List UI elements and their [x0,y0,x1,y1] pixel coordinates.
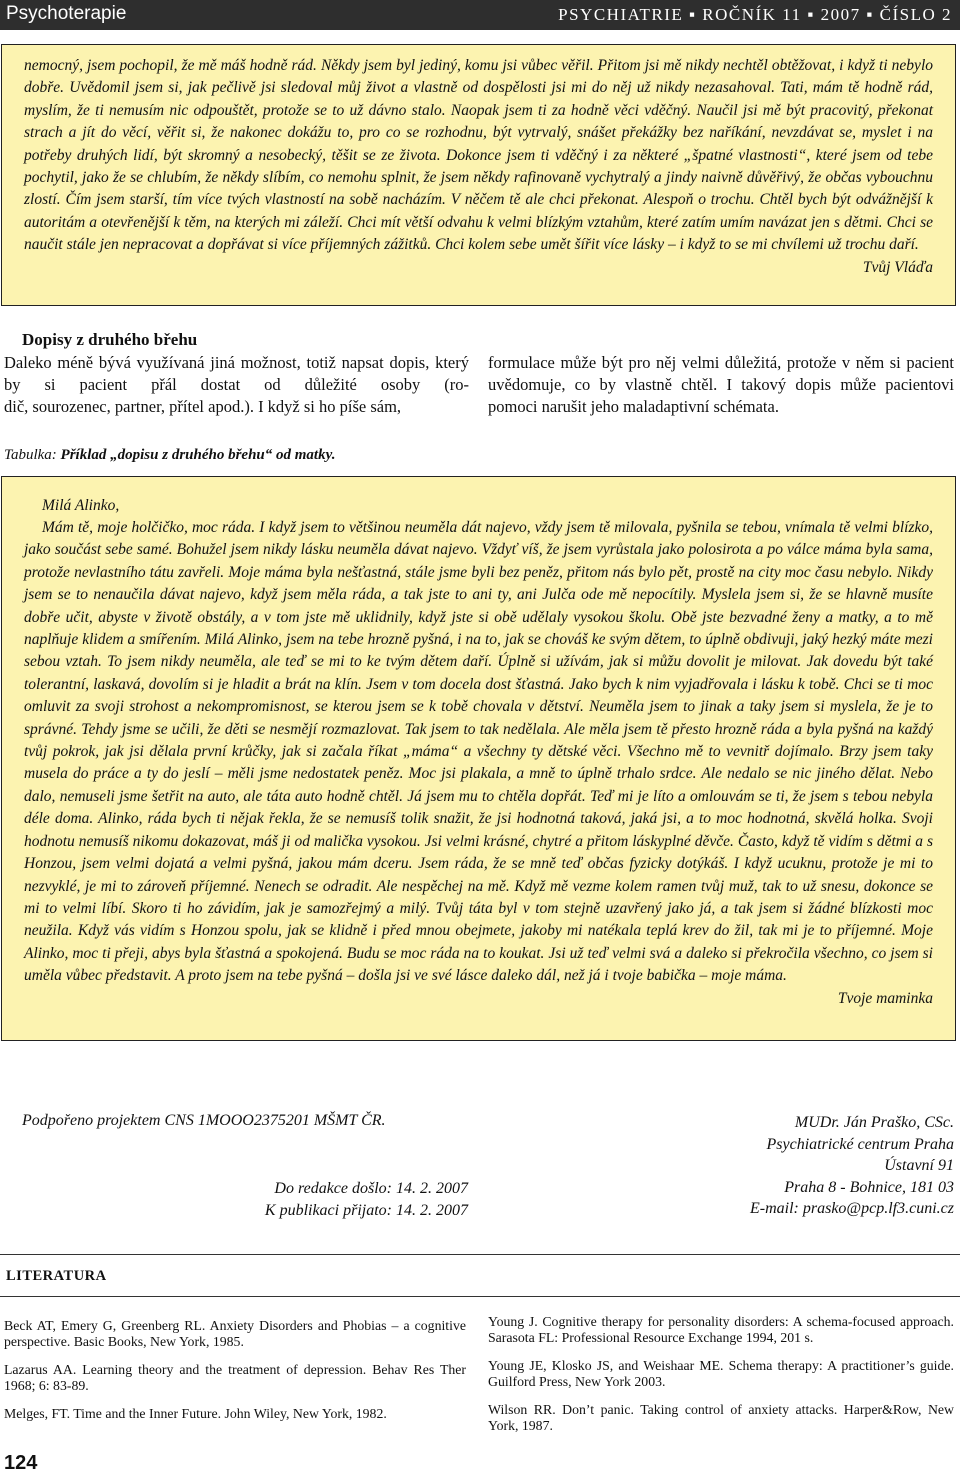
journal-section-label: Psychoterapie [6,3,127,24]
table-caption-prefix: Tabulka: [4,447,61,463]
dates-block [265,1178,468,1221]
letter-father-signature: Tvůj Vláďa [862,258,933,276]
reference-item: Young J. Cognitive therapy for personality disorders: A schema-focused approach. Sarasota FL: Professional Resource Exchange 1994, 201 s. [488,1314,954,1345]
author-name: MUDr. Ján Praško, CSc. [794,1114,954,1131]
author-institution: Psychiatrické centrum Praha [766,1135,954,1153]
reference-item: Lazarus AA. Learning theory and the treatment of depression. Behav Res Ther 1968; 6: 83-89. [4,1362,466,1393]
support-note: Podpořeno projektem CNS 1MOOO2375201 MŠMT ČR. [22,1112,386,1129]
reference-item: Melges, FT. Time and the Inner Future. John Wiley, New York, 1982. [4,1406,387,1421]
references-right [488,1314,954,1446]
divider-bottom [0,1296,960,1297]
author-street: Ústavní 91 [884,1157,954,1174]
page-number: 124 [4,1452,38,1474]
reference-item: Wilson RR. Don’t panic. Taking control of anxiety attacks. Harper&Row, New York, 1987. [488,1402,954,1433]
reference-item: Beck AT, Emery G, Greenberg RL. Anxiety Disorders and Phobias – a cognitive perspective. Basic Books, New York, 1985. [4,1318,466,1349]
accepted-date: K publikaci přijato: 14. 2. 2007 [264,1201,468,1219]
section-heading: Dopisy z druhého břehu [22,330,198,349]
section-text-left-1: Daleko méně bývá využívaná jiná možnost, totiž napsat dopis, který by si pacient přál dostat od důležité osoby (ro- [4,353,469,394]
reference-item: Young JE, Klosko JS, and Weishaar ME. Schema therapy: A practitioner’s guide. Guilford Press, New York 2003. [488,1358,954,1389]
section-text-right: formulace může být pro něj velmi důležitá, protože v něm si pacient uvědomuje, co by vlastně chtěl. I takový dopis může pacientovi pomoci narušit jeho maladaptivní schémata. [488,353,954,416]
section-text-left-2: dič, sourozenec, partner, přítel apod.). I když si ho píše sám, [4,397,402,416]
author-address [750,1112,954,1220]
author-city: Praha 8 - Bohnice, 181 03 [784,1178,954,1196]
letter-mother-greeting: Milá Alinko, [42,497,120,514]
literature-heading: LITERATURA [6,1268,107,1284]
letter-mother-text: Mám tě, moje holčičko, moc ráda. I když jsem to většinou neuměla dát najevo, vždy jsem tě milovala, pyšnila se tebou, vnímala tě velmi blízko, jako součást sebe samé. Bohužel jsem nikdy lásku neuměla dávat najevo. Vždyť víš, že jsem vyrůstala jako polosirota a po válce máma byla sama, protože nevlastního tátu zavřeli. Moje máma byla nešťastná, stále jsme byli bez peněz, přitom nás bylo pět, prostě na city moc času nebylo. Nikdy jsem se to nenaučila dávat najevo, když jsem měla ráda, a tak jste to ani ty, ani Julča ode mě nepocítily. Myslela jsem si, že se hlavně musíte dobře učit, abyste v životě obstály, a v tom jste mě uklidnily, když jste si obě udělaly vysokou školu. Obě jste bezvadné ženy a matky, a to mě naplňuje klidem a smířením. Milá Alinko, jsem na tebe hrozně pyšná, i na to, jak se chováš ke svým dětem, to úplně obdivuji, jaký hezký máte mezi sebou vztah. To jsem nikdy neuměla, ale teď se mi to ke tvým dětem daří. Úplně si užívám, jak si můžu dovolit je milovat. Jak dovedu být také tolerantní, laskavá, dovolím si je hladit a brát na klín. Jsem v tom docela dost šťastná. Jako bych k nim vyjadřovala i lásku k tobě. Chci se ti moc omluvit za svoji strohost a nekompromisnost, se kterou jsem se k tobě chovala v dětství. Neuměla jsem to jinak a taky jsem si myslela, že je to správné. Tehdy jsme se učili, že děti se nesmějí rozmazlovat. Tak jsem to tak nedělala. Ale měla jsem tě přesto hrozně ráda a byla pyšná na každý tvůj pokrok, jak jsi dělala první krůčky, jak si začala říkat „máma“ a všechny ty dětské věci. Všechno mě to vevnitř dojímalo. Brzy jsem taky musela do práce a ty do jeslí – měli jsme nedostatek peněz. Moc jsi plakala, a mně to úplně trhalo srdce. Ale nedalo se nic jiného dělat. Nebo dalo, nemuseli jsme šetřit na auto, ale táta auto hodně chtěl. Já jsem mu to chtěla dopřát. Teď mi je líto a omlouvám se ti, že jsem s tebou nebyla déle doma. Alinko, ráda bych ti nějak řekla, že se nemusíš tolik snažit, že jsi hodnotná taková, jaká jsi, a to moc hodnotná, skvělá holka. Svoji hodnotu nemusíš nikomu dokazovat, máš ji od malička vysokou. Jsi velmi krásné, chytré a přitom láskyplné děvče. Často, když tě vidím s dětmi a s Honzou, jsem velmi dojatá a velmi pyšná, jakou mám dceru. Jsem ráda, že se mně teď občas fyzicky dotýkáš. I když ucuknu, protože je mi to nezvyklé, je mi to zároveň příjemné. Nenech se odradit. Ale nespěchej na mě. Když mě vezme kolem ramen tvůj muž, tak to už snesu, dokonce se mi to velmi líbí. Skoro ti ho závidím, jak je samozřejmý a milý. Tvůj táta byl v tom stejně uzavřený jako já, a tak jsem si žádné blízkosti moc neužila. Když vás vidím s Honzou spolu, jak se klidně i před mnou obejmete, jakoby mi natékala teplá krev do žil, tak mi je to příjemné. Moje Alinko, moc ti přeji, abys byla šťastná a spokojená. Budu se moc ráda na to koukat. Jsi už teď velmi svá a daleko si překročila všechno, co jsem si uměla vůbec představit. A proto jsem na tebe pyšná – došla jsi ve své lásce daleko dál, než já i tvoje babička – moje máma. [24,519,933,985]
received-date: Do redakce došlo: 14. 2. 2007 [274,1180,468,1197]
letter-box-mother [1,476,956,1041]
author-email[interactable]: E-mail: prasko@pcp.lf3.cuni.cz [749,1200,954,1217]
letter-box-father [1,44,956,306]
table-caption-title: Příklad „dopisu z druhého břehu“ od matky. [60,447,336,463]
references-left [4,1318,466,1434]
journal-issue-label: PSYCHIATRIE ▪ ROČNÍK 11 ▪ 2007 ▪ ČÍSLO 2 [558,5,952,24]
table-caption [4,447,335,464]
running-header [0,0,960,30]
letter-father-text: nemocný, jsem pochopil, že mě máš hodně rád. Někdy jsem byl jediný, komu jsi vůbec věřil. Přitom jsi mě nikdy nechtěl obtěžovat, i když ti nebylo dobře. Uvědomil jsem si, jak pečlivě jsi sledoval můj život a vlastně od dospělosti jsi mi do něj už nikdy nezasahoval. Tati, mám tě hodně rád, myslím, že ti nemusím nic odpouštět, protože se to už dávno stalo. Naopak jsem ti za hodně věci vděčný. Naučil jsi mě být pracovitý, překonat strach a jít do věcí, věřit si, že nakonec dokážu to, pro co se rozhodnu, být vytrvalý, snášet překážky bez naříkání, nevzdávat se, myslet i na potřeby druhých lidí, být skromný a nesobecký, těšit se ze života. Dokonce jsem ti vděčný i za některé „špatné vlastnosti“, které jsem od tebe pochytil, jako že se chlubím, že někdy slíbím, co nemohu splnit, že jsem někdy rafinovaně vychytralý a jindy naivně důvěřivý, že občas vybouchnu zlostí. Čím jsem starší, tím více tvých vlastností na sobě nacházím. V něčem tě ale chci překonat. Alespoň o trochu. Chtěl bych být odvážnější k autoritám a otevřenější k těm, na kterých mi záleží. Chci mít větší odvahu k velmi blízkým vztahům, které zatím umím navázat jen s dětmi. Chci se naučit stále jen nepracovat a dopřávat si více příjemných zážitků. Chci kolem sebe umět šířit více lásky – i když to se mi chvílemi už trochu daří. [24,57,933,254]
divider-top [0,1254,960,1255]
letter-mother-signature: Tvoje maminka [837,989,933,1007]
